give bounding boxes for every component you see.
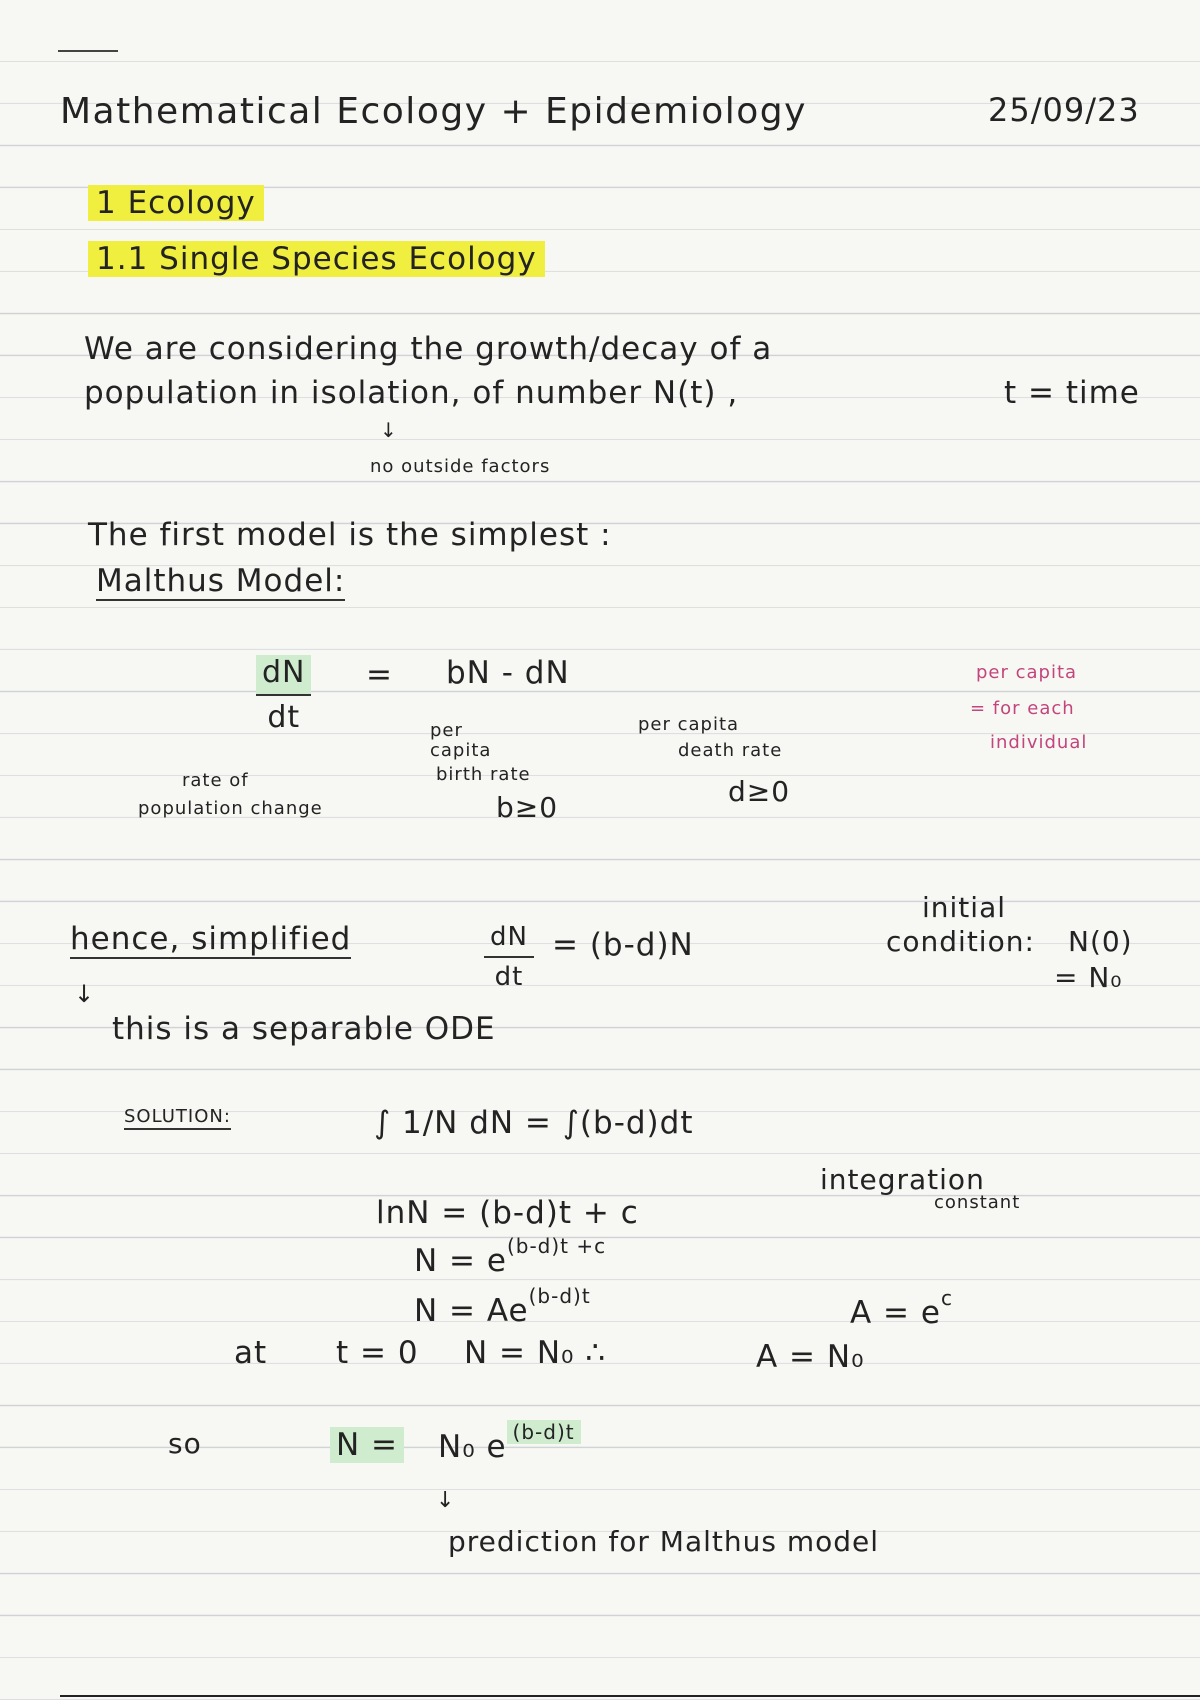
down-arrow-icon: ↓ xyxy=(380,418,397,442)
page-date: 25/09/23 xyxy=(988,91,1140,129)
t-zero: t = 0 xyxy=(336,1335,419,1371)
heading-single-species: 1.1 Single Species Ecology xyxy=(88,244,545,275)
separable-ode-note: this is a separable ODE xyxy=(112,1011,496,1047)
final-lhs: N = xyxy=(330,1430,404,1461)
per-capita-note-3: individual xyxy=(990,732,1088,753)
rate-label-1: rate of xyxy=(182,770,249,791)
initial-label-2: condition: xyxy=(886,925,1035,958)
integration-label-2: constant xyxy=(934,1192,1021,1213)
death-condition: d≥0 xyxy=(728,775,791,808)
dndt-fraction: $\frac{dN}{dt}$ xyxy=(256,655,311,735)
solution-line-1: ∫ 1/N dN = ∫(b-d)dt xyxy=(374,1105,694,1141)
malthus-rhs: bN - dN xyxy=(446,655,570,691)
down-arrow-icon: ↓ xyxy=(74,980,95,1008)
birth-label-1: per xyxy=(430,720,463,741)
dndt-fraction-2: $\frac{dN}{dt}$ xyxy=(484,922,534,992)
integration-label-1: integration xyxy=(820,1163,985,1196)
rate-label-2: population change xyxy=(138,798,323,819)
final-solution: N₀ e $^{(b-d)t}$ xyxy=(438,1432,581,1463)
birth-label-2: capita xyxy=(430,740,492,761)
initial-label-1: initial xyxy=(922,891,1006,924)
birth-condition: b≥0 xyxy=(496,791,559,824)
top-rule xyxy=(58,50,118,52)
hence-simplified-label: hence, simplified xyxy=(70,921,352,957)
death-label-1: per capita xyxy=(638,714,740,735)
model-intro: The first model is the simplest : xyxy=(88,517,612,553)
heading-ecology: 1 Ecology xyxy=(88,188,264,219)
per-capita-note-2: = for each xyxy=(970,698,1075,719)
birth-label-3: birth rate xyxy=(436,764,531,785)
n-equals-n0: N = N₀ ∴ xyxy=(464,1335,607,1371)
solution-label: SOLUTION: xyxy=(124,1108,231,1130)
initial-value: N(0) xyxy=(1068,925,1133,958)
initial-value-n0: = N₀ xyxy=(1054,961,1123,994)
equals-sign: = xyxy=(366,657,393,693)
intro-line-2: population in isolation, of number N(t) , xyxy=(84,375,739,411)
death-label-2: death rate xyxy=(678,740,783,761)
solution-line-4: $N = Ae^{(b-d)t}$ xyxy=(414,1284,591,1329)
no-outside-factors-note: no outside factors xyxy=(370,456,551,477)
page-title: Mathematical Ecology + Epidemiology xyxy=(60,91,807,132)
prediction-note: prediction for Malthus model xyxy=(448,1525,880,1558)
simplified-rhs: = (b-d)N xyxy=(552,927,694,963)
per-capita-note-1: per capita xyxy=(976,662,1078,683)
solution-line-3: $N = e^{(b-d)t +c}$ xyxy=(414,1234,607,1279)
so-label: so xyxy=(168,1427,202,1460)
page-edge xyxy=(60,1695,1200,1697)
solution-line-2: lnN = (b-d)t + c xyxy=(376,1195,639,1231)
a-definition: $A = e^c$ xyxy=(850,1286,953,1331)
at-label: at xyxy=(234,1335,268,1371)
down-arrow-icon: ↓ xyxy=(436,1488,455,1513)
a-equals-n0: A = N₀ xyxy=(756,1339,865,1375)
malthus-model-heading: Malthus Model: xyxy=(96,563,346,599)
t-definition: t = time xyxy=(1004,375,1140,411)
intro-line-1: We are considering the growth/decay of a xyxy=(84,331,773,367)
